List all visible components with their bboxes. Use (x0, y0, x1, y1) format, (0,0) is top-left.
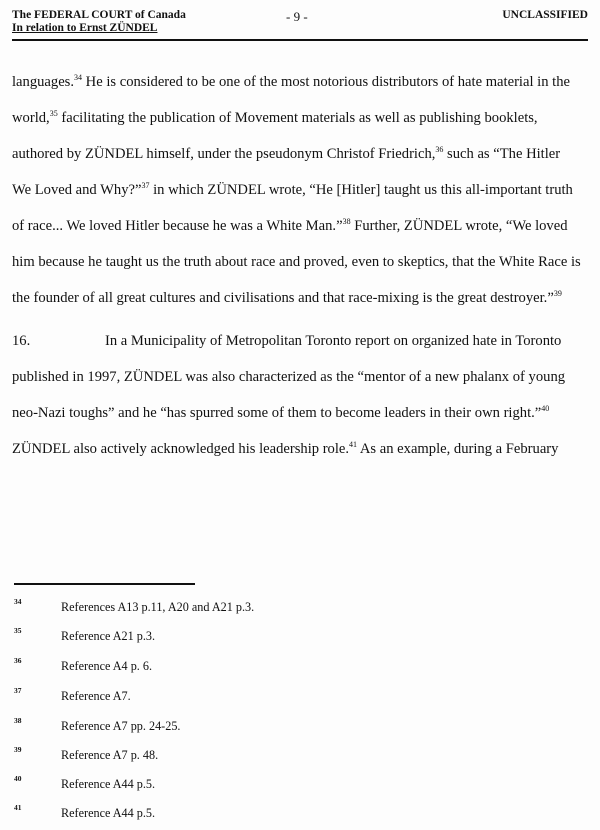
text-line: In a Municipality of Metropolitan Toronto report on organized hate in Toronto (105, 333, 562, 349)
footnote-ref[interactable]: 38 (342, 217, 351, 226)
case-relation: In relation to Ernst ZÜNDEL (12, 22, 158, 34)
footnote-number: 34 (14, 597, 22, 606)
footnote-text: Reference A7 p. 48. (61, 748, 159, 762)
footnote-ref[interactable]: 40 (541, 404, 550, 413)
text-line: published in 1997, ZÜNDEL was also characterized as the “mentor of a new phalanx of young (12, 369, 566, 385)
court-name: The FEDERAL COURT of Canada (12, 9, 186, 21)
footnote-number: 41 (14, 803, 22, 812)
footnote-text: Reference A44 p.5. (61, 777, 156, 791)
text-line: him because he taught us the truth about race and proved, even to skeptics, that the White Race is (12, 254, 581, 270)
text-line: of race... We loved Hitler because he was a White Man.”$^{38}$ Further, ZÜNDEL wrote, “We loved (12, 217, 568, 234)
text-line: We Loved and Why?”$^{37}$ in which ZÜNDEL wrote, “He [Hitler] taught us this all-important truth (12, 181, 573, 198)
footnote-text: Reference A7. (61, 689, 131, 703)
paragraph-number: 16. (12, 333, 31, 349)
footnote-ref[interactable]: 34 (74, 73, 83, 82)
footnote-text: Reference A44 p.5. (61, 806, 156, 820)
page-header (12, 9, 588, 43)
text-line: languages.$^{34}$ He is considered to be one of the most notorious distributors of hate material in the (12, 73, 570, 90)
header-left (12, 9, 186, 35)
footnote-separator (14, 583, 195, 585)
footnote-number: 40 (14, 774, 22, 783)
footnote-text: Reference A21 p.3. (61, 629, 156, 643)
header-rule (12, 39, 588, 41)
footnote-text: References A13 p.11, A20 and A21 p.3. (61, 600, 255, 614)
text-line: authored by ZÜNDEL himself, under the pseudonym Christof Friedrich,$^{36}$ such as “The Hitler (12, 145, 561, 162)
text-line: world,$^{35}$ facilitating the publication of Movement materials as well as publishing booklets, (12, 109, 538, 126)
footnote-ref[interactable]: 41 (349, 440, 358, 449)
footnote-number: 38 (14, 716, 22, 725)
classification-label: UNCLASSIFIED (502, 9, 588, 21)
footnote-ref[interactable]: 35 (49, 109, 58, 118)
footnote-number: 35 (14, 626, 22, 635)
footnote-number: 39 (14, 745, 22, 754)
text-line: neo-Nazi toughs” and he “has spurred some of them to become leaders in their own right.”$^{40}$ (12, 404, 550, 421)
footnote-text: Reference A7 pp. 24-25. (61, 719, 181, 733)
footnote-number: 37 (14, 686, 22, 695)
footnote-text: Reference A4 p. 6. (61, 659, 153, 673)
footnote-ref[interactable]: 36 (435, 145, 444, 154)
footnote-number: 36 (14, 656, 22, 665)
footnote-ref[interactable]: 37 (141, 181, 150, 190)
footnote-ref[interactable]: 39 (553, 289, 562, 298)
text-line: ZÜNDEL also actively acknowledged his leadership role.$^{41}$ As an example, during a February (12, 440, 559, 457)
page-number: - 9 - (286, 9, 308, 24)
text-line: the founder of all great cultures and civilisations and that race-mixing is the great destroyer.”$^{39}$ (12, 289, 562, 306)
